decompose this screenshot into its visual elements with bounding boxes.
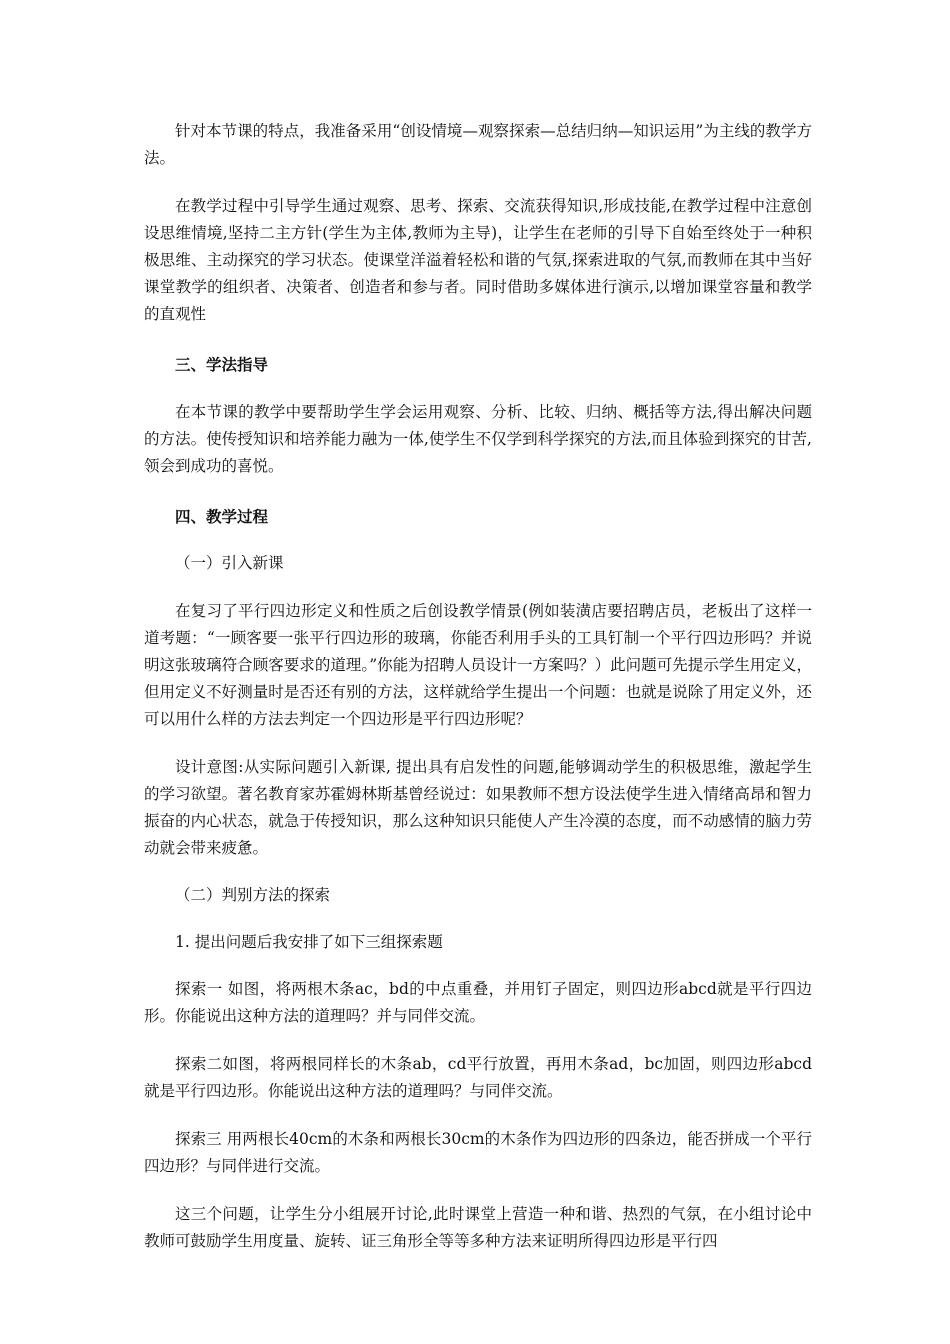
paragraph-learning-guidance: 在本节课的教学中要帮助学生学会运用观察、分析、比较、归纳、概括等方法,得出解决问题的方法。使传授知识和培养能力融为一体,使学生不仅学到科学探究的方法,而且体验到探究的甘苦,领会到成功的喜悦。 <box>144 403 812 475</box>
paragraph-discussion: 这三个问题，让学生分小组展开讨论,此时课堂上营造一种和谐、热烈的气氛，在小组讨论中教师可鼓励学生用度量、旋转、证三角形全等等多种方法来证明所得四边形是平行四 <box>144 1205 812 1250</box>
paragraph-teaching-process: 在教学过程中引导学生通过观察、思考、探索、交流获得知识,形成技能,在教学过程中注意创设思维情境,坚持二主方针(学生为主体,教师为主导)，让学生在老师的引导下自始至终处于一种积极思维、主动探究的学习状态。使课堂洋溢着轻松和谐的气氛,探索进取的气氛,而教师在其中当好课堂教学的组织者、决策者、创造者和参与者。同时借助多媒体进行演示,以增加课堂容量和教学的直观性 <box>144 197 812 323</box>
paragraph-design-intent: 设计意图:从实际问题引入新课, 提出具有启发性的问题,能够调动学生的积极思维，激起学生的学习欲望。著名教育家苏霍姆林斯基曾经说过：如果教师不想方设法使学生进入情绪高昂和智力振奋的内心状态，就急于传授知识，那么这种知识只能使人产生冷漠的态度，而不动感情的脑力劳动就会带来疲惫。 <box>144 758 812 857</box>
subheading-introduction: （一）引入新课 <box>175 554 284 572</box>
heading-teaching-process: 四、教学过程 <box>175 507 269 526</box>
paragraph-exploration-2: 探索二如图，将两根同样长的木条ab，cd平行放置，再用木条ad，bc加固，则四边形abcd就是平行四边形。你能说出这种方法的道理吗？与同伴交流。 <box>144 1055 812 1100</box>
paragraph-introduction: 在复习了平行四边形定义和性质之后创设教学情景(例如装潢店要招聘店员，老板出了这样一道考题：“一顾客要一张平行四边形的玻璃，你能否利用手头的工具钉制一个平行四边形吗？并说明这张玻璃符合顾客要求的道理。”你能为招聘人员设计一方案吗？）此问题可先提示学生用定义，但用定义不好测量时是否还有别的方法，这样就给学生提出一个问题：也就是说除了用定义外，还可以用什么样的方法去判定一个四边形是平行四边形呢？ <box>144 602 812 728</box>
document-page <box>144 118 812 1255</box>
paragraph-exploration-3: 探索三 用两根长40cm的木条和两根长30cm的木条作为四边形的四条边，能否拼成一个平行四边形？与同伴进行交流。 <box>144 1130 812 1175</box>
paragraph-teaching-method: 针对本节课的特点，我准备采用“创设情境—观察探索—总结归纳—知识运用”为主线的教学方法。 <box>144 122 812 167</box>
paragraph-exploration-1: 探索一 如图，将两根木条ac，bd的中点重叠，并用钉子固定，则四边形abcd就是平行四边形。你能说出这种方法的道理吗？并与同伴交流。 <box>144 980 812 1025</box>
paragraph-exploration-intro: 1. 提出问题后我安排了如下三组探索题 <box>175 933 443 951</box>
subheading-exploration: （二）判别方法的探索 <box>175 886 331 904</box>
heading-learning-guidance: 三、学法指导 <box>175 355 269 374</box>
